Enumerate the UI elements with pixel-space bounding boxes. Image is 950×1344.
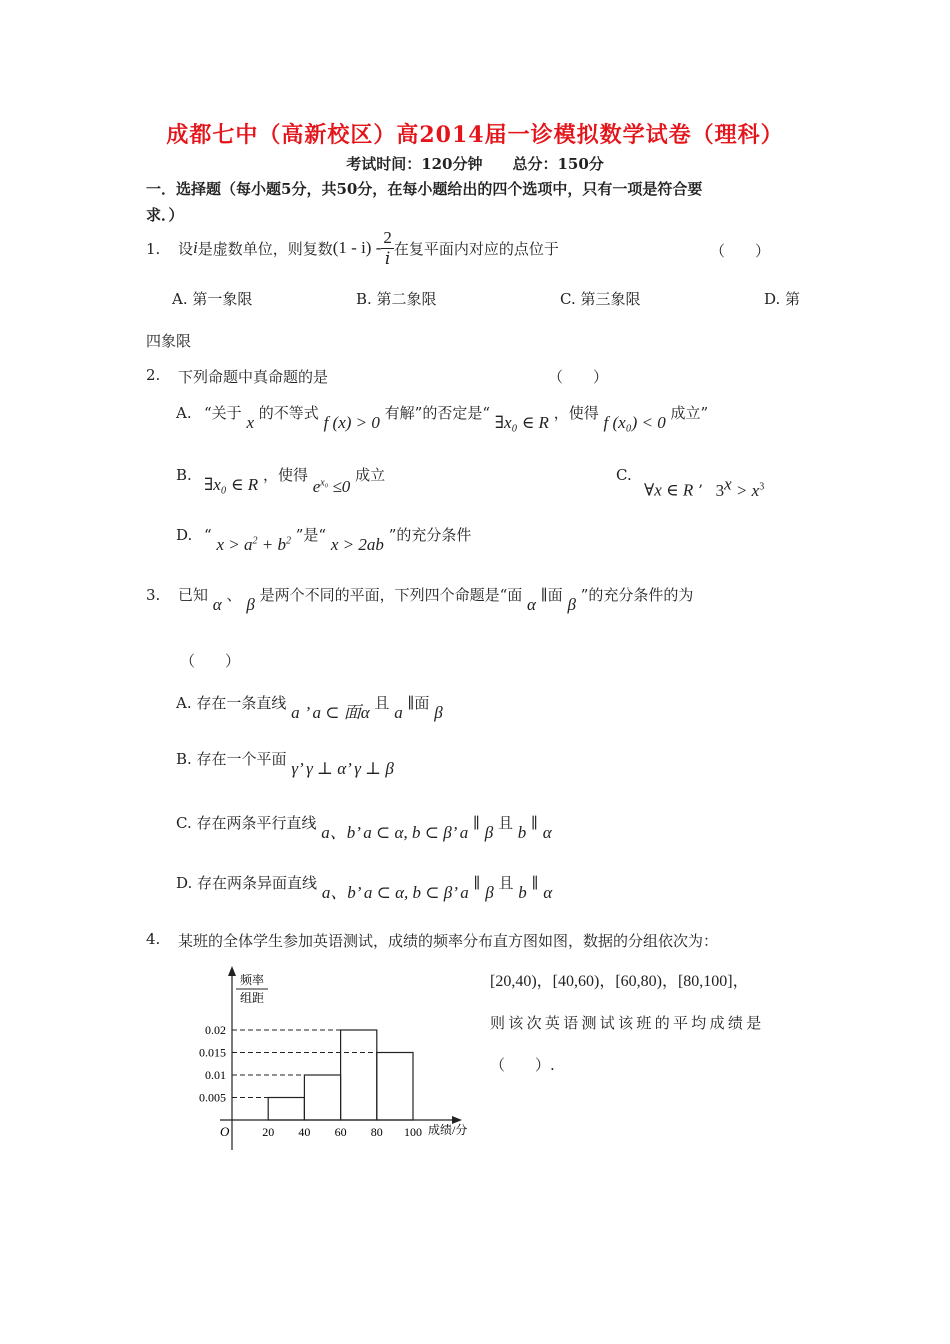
- q3-a-label: A. 存在一条直线: [176, 694, 287, 712]
- q3-a-m2: ’ a ⊂ 面α: [304, 703, 370, 722]
- q1-option-d-cont: 四象限: [146, 332, 192, 350]
- x-tick-label: 100: [404, 1125, 422, 1139]
- q3-a-m1: a: [291, 703, 300, 722]
- q3-t5: ”的充分条件的为: [580, 586, 694, 604]
- q3-alpha: α: [212, 595, 222, 614]
- q3-a-m3: a: [394, 703, 403, 722]
- q2-c-exp-3: 3: [759, 481, 765, 492]
- q2-stem: 下列命题中真命题的是: [178, 368, 329, 386]
- q2-d-expr1: [216, 535, 291, 554]
- q1-i: i: [193, 238, 198, 257]
- q2-option-c-label: C.: [616, 466, 632, 484]
- q2-c-comma: ’: [698, 481, 703, 500]
- q2-d-s2: 2: [285, 535, 291, 547]
- q3-d-label: D. 存在两条异面直线: [176, 874, 318, 892]
- q2-b-text1: ，使得: [262, 466, 308, 484]
- q3-d-t4: ∥: [531, 874, 539, 892]
- q2-option-a-label: A.: [176, 404, 192, 422]
- q1-expr: (1 - i) -: [332, 238, 382, 257]
- q3-c-m2: β: [484, 823, 494, 842]
- q2-a-text3: 有解”的否定是“: [384, 404, 491, 422]
- q3-c-t3: 且: [497, 814, 513, 832]
- q2-a-text2: 的不等式: [258, 404, 319, 422]
- q3-a-t2: 且: [374, 694, 390, 712]
- q1-option-c: C. 第三象限: [560, 290, 641, 308]
- histogram-bar: [341, 1030, 377, 1120]
- q2-number: 2.: [146, 366, 161, 384]
- q3-option-d: [176, 868, 553, 902]
- q2-b-e-base: e: [312, 477, 321, 496]
- q2-d-quote1: “: [204, 526, 212, 544]
- origin-label: O: [220, 1124, 230, 1139]
- q2-c-gt-x: > x: [731, 480, 760, 500]
- x-axis-label: 成绩/分: [428, 1123, 468, 1137]
- q2-b-e-exp: x₀: [320, 477, 329, 489]
- q1-frac-den: i: [384, 248, 391, 269]
- y-axis-arrow: [228, 966, 236, 976]
- y-tick-label: 0.02: [205, 1023, 226, 1037]
- exam-info: 考试时间：120分钟 总分：150分: [346, 155, 604, 173]
- q3-b-m1: γ’ γ ⊥ α’ γ ⊥ β: [291, 759, 394, 778]
- x-tick-label: 60: [334, 1125, 347, 1139]
- q3-c-label: C. 存在两条平行直线: [176, 814, 317, 832]
- y-tick-label: 0.015: [199, 1045, 226, 1060]
- q3-c-m4: α: [542, 823, 552, 842]
- q3-d-m4: α: [543, 883, 553, 902]
- q3-t4: ∥面: [540, 586, 563, 604]
- q2-a-text1: “关于: [204, 404, 242, 422]
- q2-option-c: [644, 474, 764, 501]
- q4-stem: 某班的全体学生参加英语测试，成绩的频率分布直方图如图，数据的分组依次为：: [178, 932, 719, 950]
- q1-number: 1.: [146, 240, 161, 258]
- q3-number: 3.: [146, 586, 161, 604]
- q2-b-e: [313, 477, 351, 496]
- q1-text: 是虚数单位，则复数: [197, 239, 333, 258]
- y-tick-label: 0.01: [205, 1068, 226, 1082]
- q2-option-b: [204, 464, 386, 496]
- q1-option-a: A. 第一象限: [172, 290, 253, 308]
- q3-t2: 、: [226, 586, 242, 604]
- q4-answer-paren: （ ）.: [490, 1056, 555, 1074]
- x-tick-label: 80: [370, 1125, 383, 1139]
- q4-question: 则该次英语测试该班的平均成绩是: [490, 1014, 765, 1032]
- histogram-bar: [268, 1098, 304, 1121]
- q2-a-text5: 成立”: [670, 404, 709, 422]
- q2-d-e1: x > a: [216, 535, 253, 554]
- q3-t3: 是两个不同的平面，下列四个命题是“面: [259, 586, 523, 604]
- q4-number: 4.: [146, 930, 161, 948]
- q1-fraction: [381, 228, 394, 269]
- q3-b-label: B. 存在一个平面: [176, 750, 287, 768]
- q2-a-fx: f (x) > 0: [323, 413, 380, 432]
- q1-frac-num: 2: [383, 227, 392, 247]
- q3-d-m3: b: [518, 883, 527, 902]
- q3-a-m4: β: [434, 703, 443, 722]
- q2-a-x: x: [246, 413, 254, 432]
- q3-option-a: [176, 688, 443, 722]
- y-label-bottom: 组距: [239, 991, 265, 1005]
- q3-beta-2: β: [567, 595, 576, 614]
- q1-option-b: B. 第二象限: [356, 290, 437, 308]
- histogram-bar: [304, 1075, 340, 1120]
- q3-a-t3: ∥面: [407, 694, 430, 712]
- q2-a-text4: ，使得: [553, 404, 599, 422]
- q4-groups: [20,40)，[40,60)，[60,80)，[80,100]，: [490, 973, 749, 990]
- frequency-histogram: [186, 964, 476, 1156]
- q2-b-text2: 成立: [355, 466, 386, 484]
- q1-answer-paren: （ ）: [710, 242, 771, 260]
- q3-option-b: [176, 748, 394, 778]
- y-label-top: 频率: [239, 973, 265, 987]
- q2-answer-paren: （ ）: [548, 368, 609, 386]
- q2-c-exp-x: x: [724, 474, 732, 493]
- q3-option-c: [176, 808, 552, 842]
- q3-t1: 已知: [178, 586, 209, 604]
- q2-option-a: [204, 402, 709, 432]
- x-tick-label: 20: [262, 1125, 275, 1139]
- y-tick-label: 0.005: [199, 1090, 226, 1105]
- q2-option-d-label: D.: [176, 526, 193, 544]
- q3-beta: β: [246, 595, 255, 614]
- q1-stem: [178, 228, 559, 268]
- q2-c-3: 3: [715, 480, 725, 500]
- q3-c-t2: ∥: [472, 814, 480, 832]
- section-heading: 一．选择题（每小题5分，共50分，在每小题给出的四个选项中，只有一项是符合要: [146, 180, 703, 198]
- q3-d-m1: a、b’ a ⊂ α, b ⊂ β’ a: [321, 883, 469, 902]
- q2-a-exists: ∃x₀ ∈ R: [494, 413, 549, 432]
- q2-option-b-label: B.: [176, 466, 192, 484]
- q3-alpha-2: α: [527, 595, 536, 614]
- q3-stem: [178, 584, 694, 614]
- q3-d-t3: 且: [498, 874, 514, 892]
- q2-a-fx0: f (x₀) < 0: [603, 413, 666, 432]
- section-heading-cont: 求．）: [146, 206, 184, 224]
- q3-c-t4: ∥: [531, 814, 538, 832]
- q2-d-s1: 2: [252, 535, 258, 547]
- q2-b-exists: ∃x₀ ∈ R: [204, 475, 259, 494]
- q2-d-text1: ”是“: [295, 526, 327, 544]
- q1-text-2: 在复平面内对应的点位于: [393, 239, 559, 258]
- q3-answer-paren: （ ）: [180, 652, 241, 670]
- q3-d-m2: β: [485, 883, 494, 902]
- q1-text-pre: 设: [178, 239, 194, 258]
- q2-d-text2: ”的充分条件: [388, 526, 472, 544]
- q3-c-m3: b: [517, 823, 527, 842]
- page-title: 成都七中（高新校区）高2014届一诊模拟数学试卷（理科）: [166, 122, 784, 148]
- q2-c-expr: [715, 474, 765, 500]
- q2-d-e1b: + b: [257, 535, 286, 554]
- x-tick-label: 40: [298, 1125, 311, 1139]
- q2-c-forall: ∀x ∈ R: [644, 480, 694, 500]
- q2-d-expr2: x > 2ab: [330, 535, 384, 554]
- q2-b-le: ≤0: [328, 477, 351, 496]
- histogram-bar: [377, 1053, 413, 1121]
- q3-d-t2: ∥: [473, 874, 481, 892]
- q1-option-d: D. 第: [764, 290, 801, 308]
- q3-c-m1: a、b’ a ⊂ α, b ⊂ β’ a: [321, 823, 469, 842]
- q2-option-d: [204, 524, 472, 554]
